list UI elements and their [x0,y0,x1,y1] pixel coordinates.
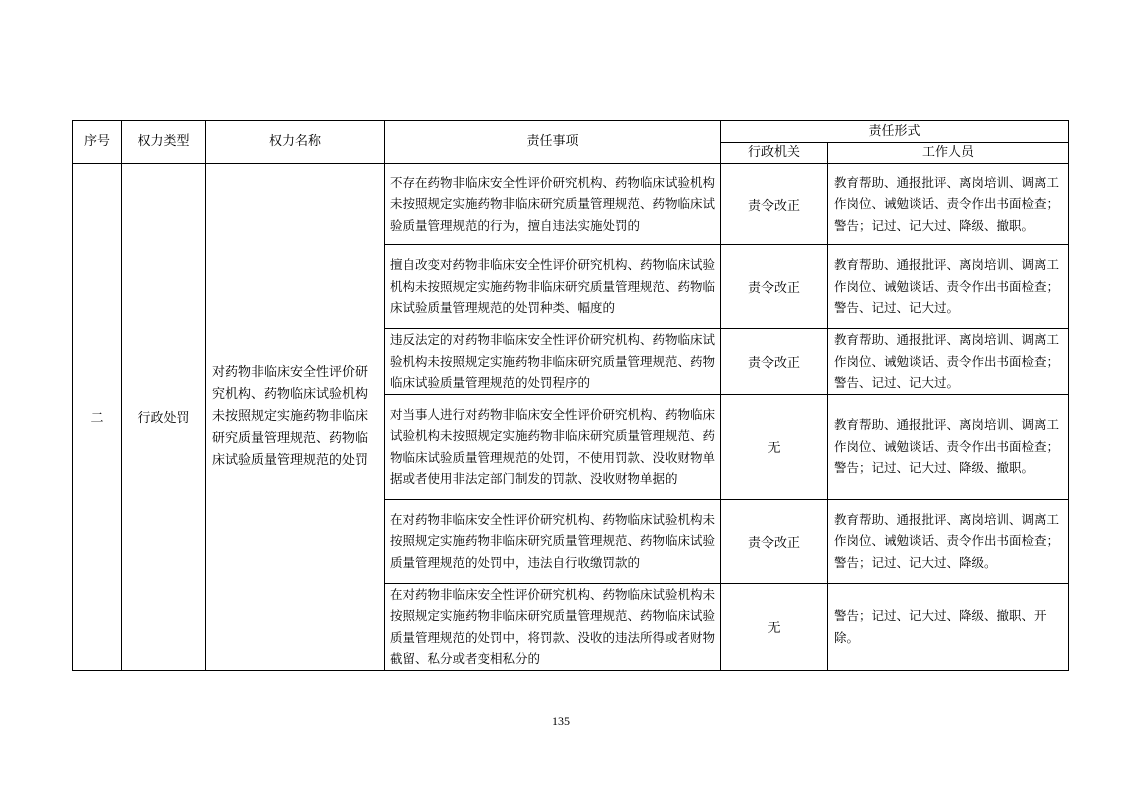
staff-measure: 教育帮助、通报批评、离岗培训、调离工作岗位、诫勉谈话、责令作出书面检查；警告、记过、记大过。 [828,245,1069,329]
admin-organ-measure: 无 [721,583,828,670]
admin-organ-measure: 无 [721,394,828,499]
header-responsibility-item: 责任事项 [385,121,721,164]
header-staff: 工作人员 [828,143,1069,164]
responsibility-item: 违反法定的对药物非临床安全性评价研究机构、药物临床试验机构未按照规定实施药物非临床研究质量管理规范、药物临床试验质量管理规范的处罚程序的 [385,329,721,395]
group-power-name: 对药物非临床安全性评价研究机构、药物临床试验机构未按照规定实施药物非临床研究质量管理规范、药物临床试验质量管理规范的处罚 [206,164,385,671]
group-seq: 二 [73,164,122,671]
table-row [73,164,1069,245]
responsibility-item: 不存在药物非临床安全性评价研究机构、药物临床试验机构未按照规定实施药物非临床研究质量管理规范、药物临床试验质量管理规范的行为，擅自违法实施处罚的 [385,164,721,245]
staff-measure: 警告；记过、记大过、降级、撤职、开除。 [828,583,1069,670]
admin-organ-measure: 责令改正 [721,499,828,583]
header-power-name: 权力名称 [206,121,385,164]
header-seq: 序号 [73,121,122,164]
responsibility-item: 在对药物非临床安全性评价研究机构、药物临床试验机构未按照规定实施药物非临床研究质量管理规范、药物临床试验质量管理规范的处罚中，违法自行收缴罚款的 [385,499,721,583]
admin-organ-measure: 责令改正 [721,164,828,245]
staff-measure: 教育帮助、通报批评、离岗培训、调离工作岗位、诫勉谈话、责令作出书面检查；警告；记过、记大过、降级、撤职。 [828,164,1069,245]
staff-measure: 教育帮助、通报批评、离岗培训、调离工作岗位、诫勉谈话、责令作出书面检查；警告、记过、记大过。 [828,329,1069,395]
admin-organ-measure: 责令改正 [721,245,828,329]
admin-organ-measure: 责令改正 [721,329,828,395]
responsibility-item: 在对药物非临床安全性评价研究机构、药物临床试验机构未按照规定实施药物非临床研究质量管理规范、药物临床试验质量管理规范的处罚中，将罚款、没收的违法所得或者财物截留、私分或者变相私分的 [385,583,721,670]
header-power-type: 权力类型 [122,121,206,164]
header-responsibility-form: 责任形式 [721,121,1069,143]
group-power-type: 行政处罚 [122,164,206,671]
staff-measure: 教育帮助、通报批评、离岗培训、调离工作岗位、诫勉谈话、责令作出书面检查；警告；记过、记大过、降级、撤职。 [828,394,1069,499]
responsibility-table [72,120,1069,671]
page-number: 135 [552,714,570,728]
responsibility-item: 对当事人进行对药物非临床安全性评价研究机构、药物临床试验机构未按照规定实施药物非临床研究质量管理规范、药物临床试验质量管理规范的处罚，不使用罚款、没收财物单据或者使用非法定部门制发的罚款、没收财物单据的 [385,394,721,499]
header-admin-organ: 行政机关 [721,143,828,164]
staff-measure: 教育帮助、通报批评、离岗培训、调离工作岗位、诫勉谈话、责令作出书面检查；警告；记过、记大过、降级。 [828,499,1069,583]
responsibility-item: 擅自改变对药物非临床安全性评价研究机构、药物临床试验机构未按照规定实施药物非临床研究质量管理规范、药物临床试验质量管理规范的处罚种类、幅度的 [385,245,721,329]
